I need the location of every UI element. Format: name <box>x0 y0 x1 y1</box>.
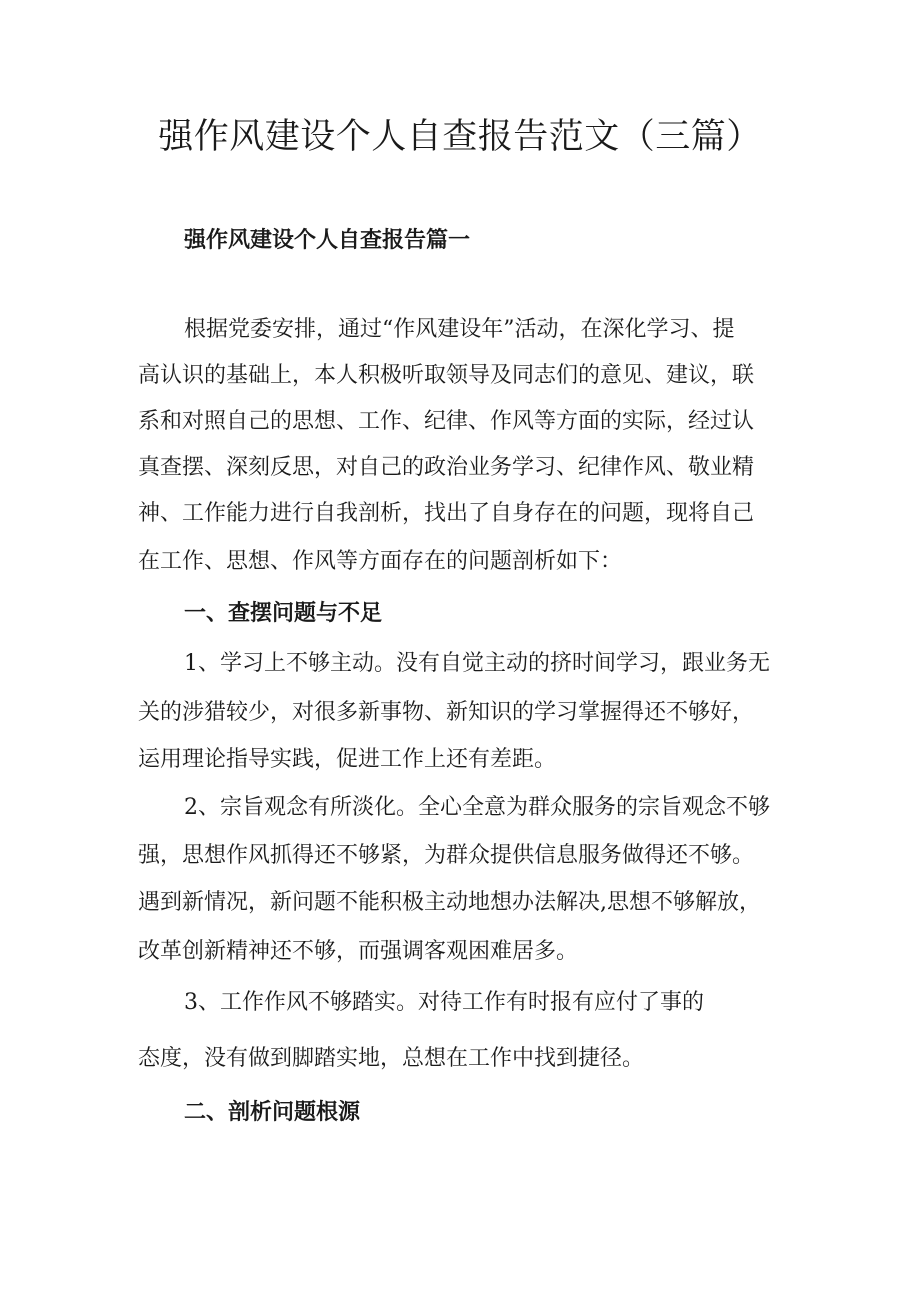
paragraph-line: 1、学习上不够主动。没有自觉主动的挤时间学习，跟业务无 <box>184 651 770 676</box>
paragraph-line: 强，思想作风抓得还不够紧，为群众提供信息服务做得还不够。 <box>138 843 755 868</box>
paragraph-line: 高认识的基础上，本人积极听取领导及同志们的意见、建议，联 <box>138 363 755 388</box>
paragraph-line: 2、宗旨观念有所淡化。全心全意为群众服务的宗旨观念不够 <box>184 795 770 820</box>
paragraph-line: 关的涉猎较少，对很多新事物、新知识的学习掌握得还不够好， <box>138 700 755 725</box>
paragraph-line: 系和对照自己的思想、工作、纪律、作风等方面的实际，经过认 <box>138 409 755 434</box>
paragraph-line: 神、工作能力进行自我剖析，找出了自身存在的问题，现将自己 <box>138 501 755 526</box>
paragraph-line: 运用理论指导实践，促进工作上还有差距。 <box>138 747 557 772</box>
section-title: 强作风建设个人自查报告篇一 <box>184 227 471 253</box>
section-heading: 一、查摆问题与不足 <box>184 600 383 626</box>
paragraph-line: 真查摆、深刻反思，对自己的政治业务学习、纪律作风、敬业精 <box>138 455 755 480</box>
paragraph-line: 态度，没有做到脚踏实地，总想在工作中找到捷径。 <box>138 1046 645 1071</box>
paragraph-line: 3、工作作风不够踏实。对待工作有时报有应付了事的 <box>184 990 704 1015</box>
paragraph-line: 改革创新精神还不够，而强调客观困难居多。 <box>138 939 579 964</box>
section-heading: 二、剖析问题根源 <box>184 1099 361 1125</box>
paragraph-line: 根据党委安排，通过“作风建设年”活动，在深化学习、提 <box>184 317 735 342</box>
paragraph-line: 遇到新情况，新问题不能积极主动地想办法解决,思想不够解放， <box>138 890 761 915</box>
document-title: 强作风建设个人自查报告范文（三篇） <box>158 117 762 157</box>
paragraph-line: 在工作、思想、作风等方面存在的问题剖析如下： <box>138 549 623 574</box>
